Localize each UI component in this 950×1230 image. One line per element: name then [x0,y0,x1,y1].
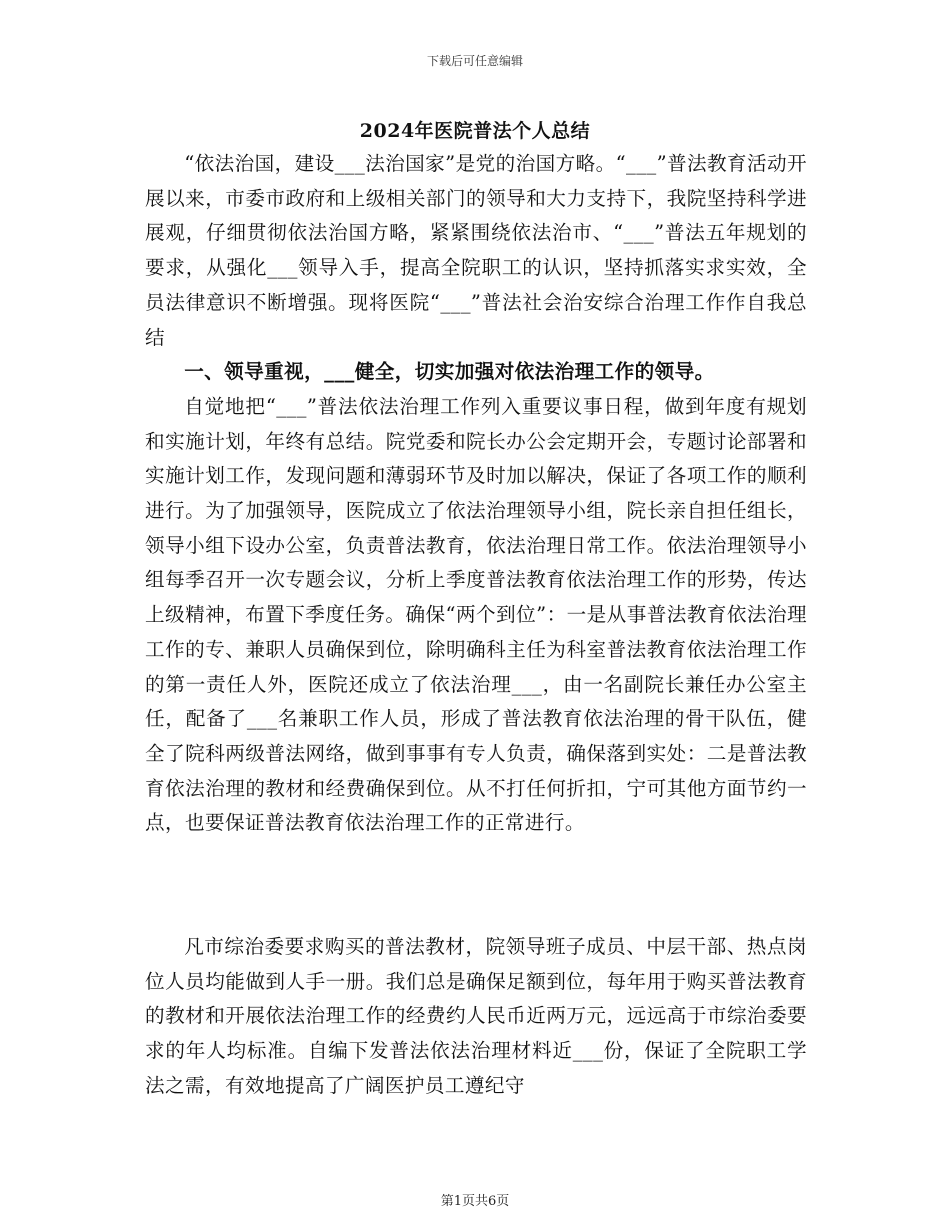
header-note: 下载后可任意编辑 [426,54,523,68]
document-body [145,147,807,841]
intro-paragraph: “依法治国，建设___法治国家”是党的治国方略。“___”普法教育活动开展以来，市委市政府和上级相关部门的领导和大力支持下，我院坚持科学进展观，仔细贯彻依法治国方略，紧紧围绕依法治市、“___”普法五年规划的要求，从强化___领导入手，提高全院职工的认识，坚持抓落实求实效，全员法律意识不断增强。现将医院“___”普法社会治安综合治理工作作自我总结 [145,152,807,349]
section-heading-1: 一、领导重视，___健全，切实加强对依法治理工作的领导。 [184,360,715,384]
document-body-continued [145,930,807,1104]
page-number-footer: 第1页共6页 [440,1194,510,1209]
section-1-paragraph-2: 凡市综治委要求购买的普法教材，院领导班子成员、中层干部、热点岗位人员均能做到人手一册。我们总是确保足额到位，每年用于购买普法教育的教材和开展依法治理工作的经费约人民币近两万元，远远高于市综治委要求的年人均标准。自编下发普法依法治理材料近___份，保证了全院职工学法之需，有效地提高了广阔医护员工遵纪守 [145,935,807,1097]
document-title: 2024年医院普法个人总结 [359,120,591,142]
section-1-paragraph-1: 自觉地把“___”普法依法治理工作列入重要议事日程，做到年度有规划和实施计划，年终有总结。院党委和院长办公会定期开会，专题讨论部署和实施计划工作，发现问题和薄弱环节及时加以解决，保证了各项工作的顺利进行。为了加强领导，医院成立了依法治理领导小组，院长亲自担任组长，领导小组下设办公室，负责普法教育，依法治理日常工作。依法治理领导小组每季召开一次专题会议，分析上季度普法教育依法治理工作的形势，传达上级精神，布置下季度任务。确保“两个到位”：一是从事普法教育依法治理工作的专、兼职人员确保到位，除明确科主任为科室普法教育依法治理工作的第一责任人外，医院还成立了依法治理___，由一名副院长兼任办公室主任，配备了___名兼职工作人员，形成了普法教育依法治理的骨干队伍，健全了院科两级普法网络，做到事事有专人负责，确保落到实处：二是普法教育依法治理的教材和经费确保到位。从不打任何折扣，宁可其他方面节约一点，也要保证普法教育依法治理工作的正常进行。 [145,394,807,835]
